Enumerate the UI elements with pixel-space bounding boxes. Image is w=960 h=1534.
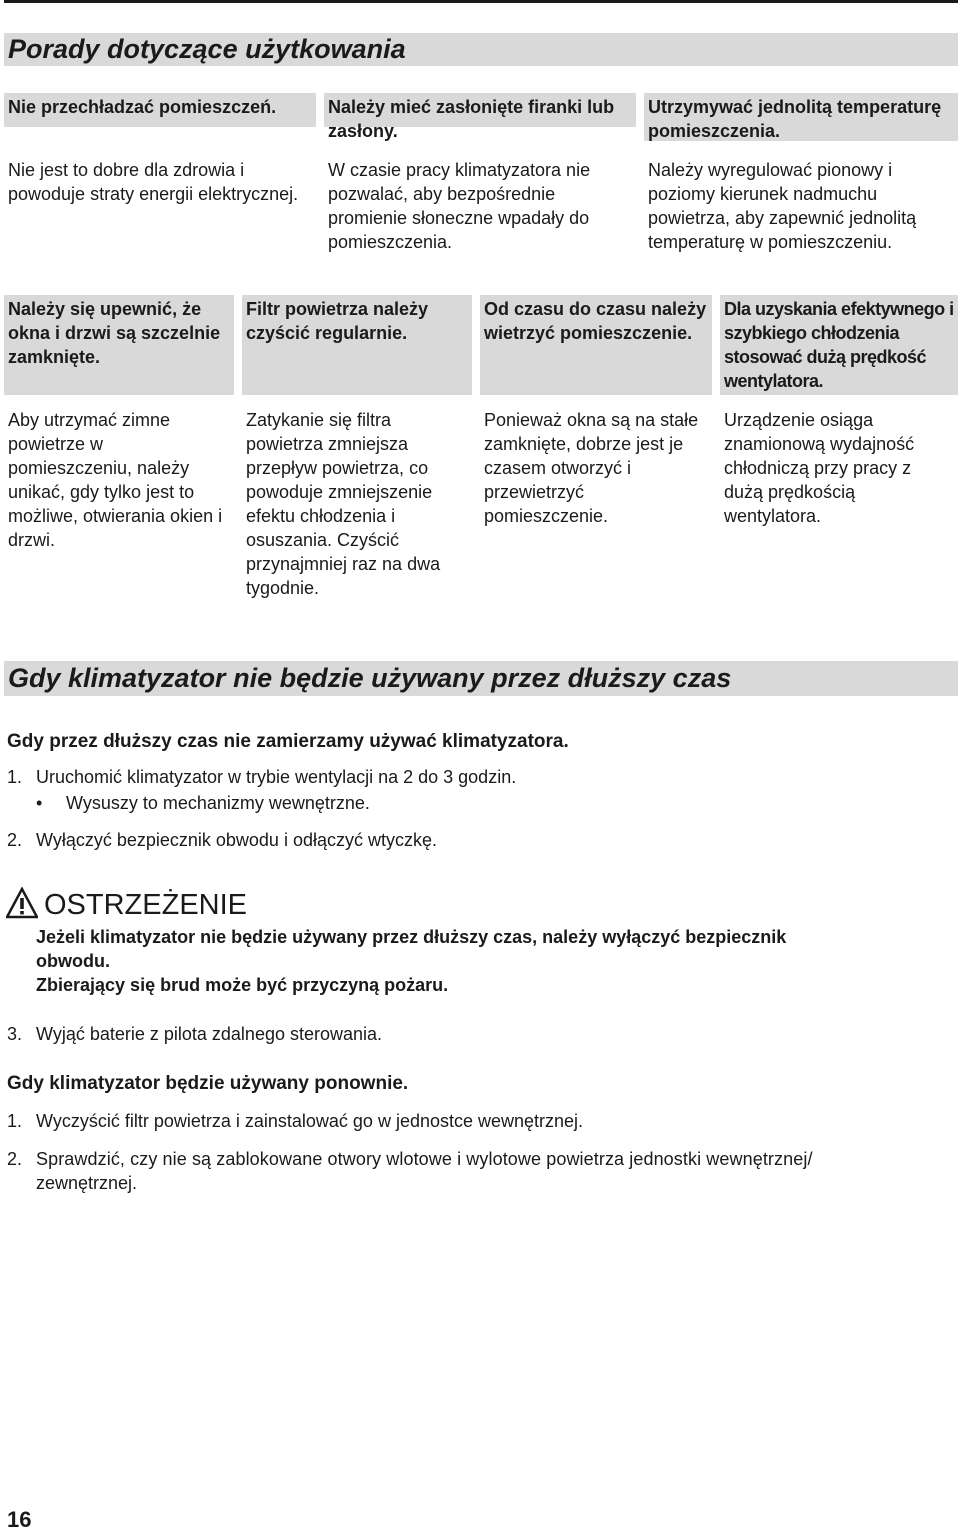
tip-heading-close-windows: Należy się upewnić, że okna i drzwi są szczelnie zamknięte. bbox=[4, 295, 234, 395]
step-1-text: Uruchomić klimatyzator w trybie wentylacji na 2 do 3 godzin. bbox=[36, 767, 517, 787]
warning-triangle-icon bbox=[6, 887, 38, 919]
step-2-text: Wyłączyć bezpiecznik obwodu i odłączyć wtyczkę. bbox=[36, 830, 437, 850]
step-3-number: 3. bbox=[7, 1024, 23, 1044]
reuse-step-2-text-line-2: zewnętrznej. bbox=[36, 1173, 138, 1193]
tip-heading-curtains: Należy mieć zasłonięte firanki lub zasłony. bbox=[324, 93, 636, 127]
tip-body-ventilate: Ponieważ okna są na stałe zamknięte, dobrze jest je czasem otworzyć i przewietrzyć pomieszczenie. bbox=[484, 410, 699, 526]
warning-text-line-3: Zbierający się brud może być przyczyną pożaru. bbox=[36, 975, 449, 995]
section-title-usage-tips: Porady dotyczące użytkowania bbox=[4, 33, 958, 66]
top-rule bbox=[4, 0, 958, 3]
tip-body-close-windows: Aby utrzymać zimne powietrze w pomieszczeniu, należy unikać, gdy tylko jest to możliwe, otwierania okien i drzwi. bbox=[8, 410, 223, 550]
tip-body-no-overcooling: Nie jest to dobre dla zdrowia i powoduje straty energii elektrycznej. bbox=[8, 160, 299, 204]
tip-heading-high-fan: Dla uzyskania efektywnego i szybkiego chłodzenia stosować dużą prędkość wentylatora. bbox=[720, 295, 958, 395]
step-1-number: 1. bbox=[7, 767, 23, 787]
reuse-step-2-text-line-1: Sprawdzić, czy nie są zablokowane otwory wlotowe i wylotowe powietrza jednostki wewnętrznej/ bbox=[36, 1149, 813, 1169]
tip-heading-no-overcooling: Nie przechładzać pomieszczeń. bbox=[4, 93, 316, 127]
tip-heading-ventilate: Od czasu do czasu należy wietrzyć pomieszczenie. bbox=[480, 295, 712, 395]
tip-body-clean-filter: Zatykanie się filtra powietrza zmniejsza przepływ powietrza, co powoduje zmniejszenie efektu chłodzenia i osuszania. Czyścić przynajmniej raz na dwa tygodnie. bbox=[246, 410, 441, 598]
warning-text-line-2: obwodu. bbox=[36, 951, 110, 971]
step-2-number: 2. bbox=[7, 830, 23, 850]
tip-heading-uniform-temp: Utrzymywać jednolitą temperaturę pomieszczenia. bbox=[644, 93, 958, 141]
subheading-reuse: Gdy klimatyzator będzie używany ponownie. bbox=[7, 1073, 409, 1094]
subheading-not-used: Gdy przez dłuższy czas nie zamierzamy używać klimatyzatora. bbox=[7, 731, 569, 752]
warning-title: OSTRZEŻENIE bbox=[44, 889, 248, 921]
section-title-long-idle: Gdy klimatyzator nie będzie używany przez dłuższy czas bbox=[4, 661, 958, 696]
tip-heading-clean-filter: Filtr powietrza należy czyścić regularnie. bbox=[242, 295, 472, 395]
tip-body-high-fan: Urządzenie osiąga znamionową wydajność chłodniczą przy pracy z dużą prędkością wentylatora. bbox=[724, 410, 915, 526]
warning-text-line-1: Jeżeli klimatyzator nie będzie używany przez dłuższy czas, należy wyłączyć bezpiecznik bbox=[36, 927, 787, 947]
reuse-step-1-number: 1. bbox=[7, 1111, 23, 1131]
reuse-step-1-text: Wyczyścić filtr powietrza i zainstalować go w jednostce wewnętrznej. bbox=[36, 1111, 584, 1131]
page-number: 16 bbox=[7, 1507, 32, 1532]
step-1-subtext: Wysuszy to mechanizmy wewnętrzne. bbox=[66, 793, 370, 813]
tip-body-uniform-temp: Należy wyregulować pionowy i poziomy kierunek nadmuchu powietrza, aby zapewnić jednolitą temperaturę w pomieszczeniu. bbox=[648, 160, 917, 252]
step-3-text: Wyjąć baterie z pilota zdalnego sterowania. bbox=[36, 1024, 383, 1044]
tip-body-curtains: W czasie pracy klimatyzatora nie pozwalać, aby bezpośrednie promienie słoneczne wpadały do pomieszczenia. bbox=[328, 160, 591, 252]
bullet-icon: • bbox=[36, 793, 43, 813]
reuse-step-2-number: 2. bbox=[7, 1149, 23, 1169]
